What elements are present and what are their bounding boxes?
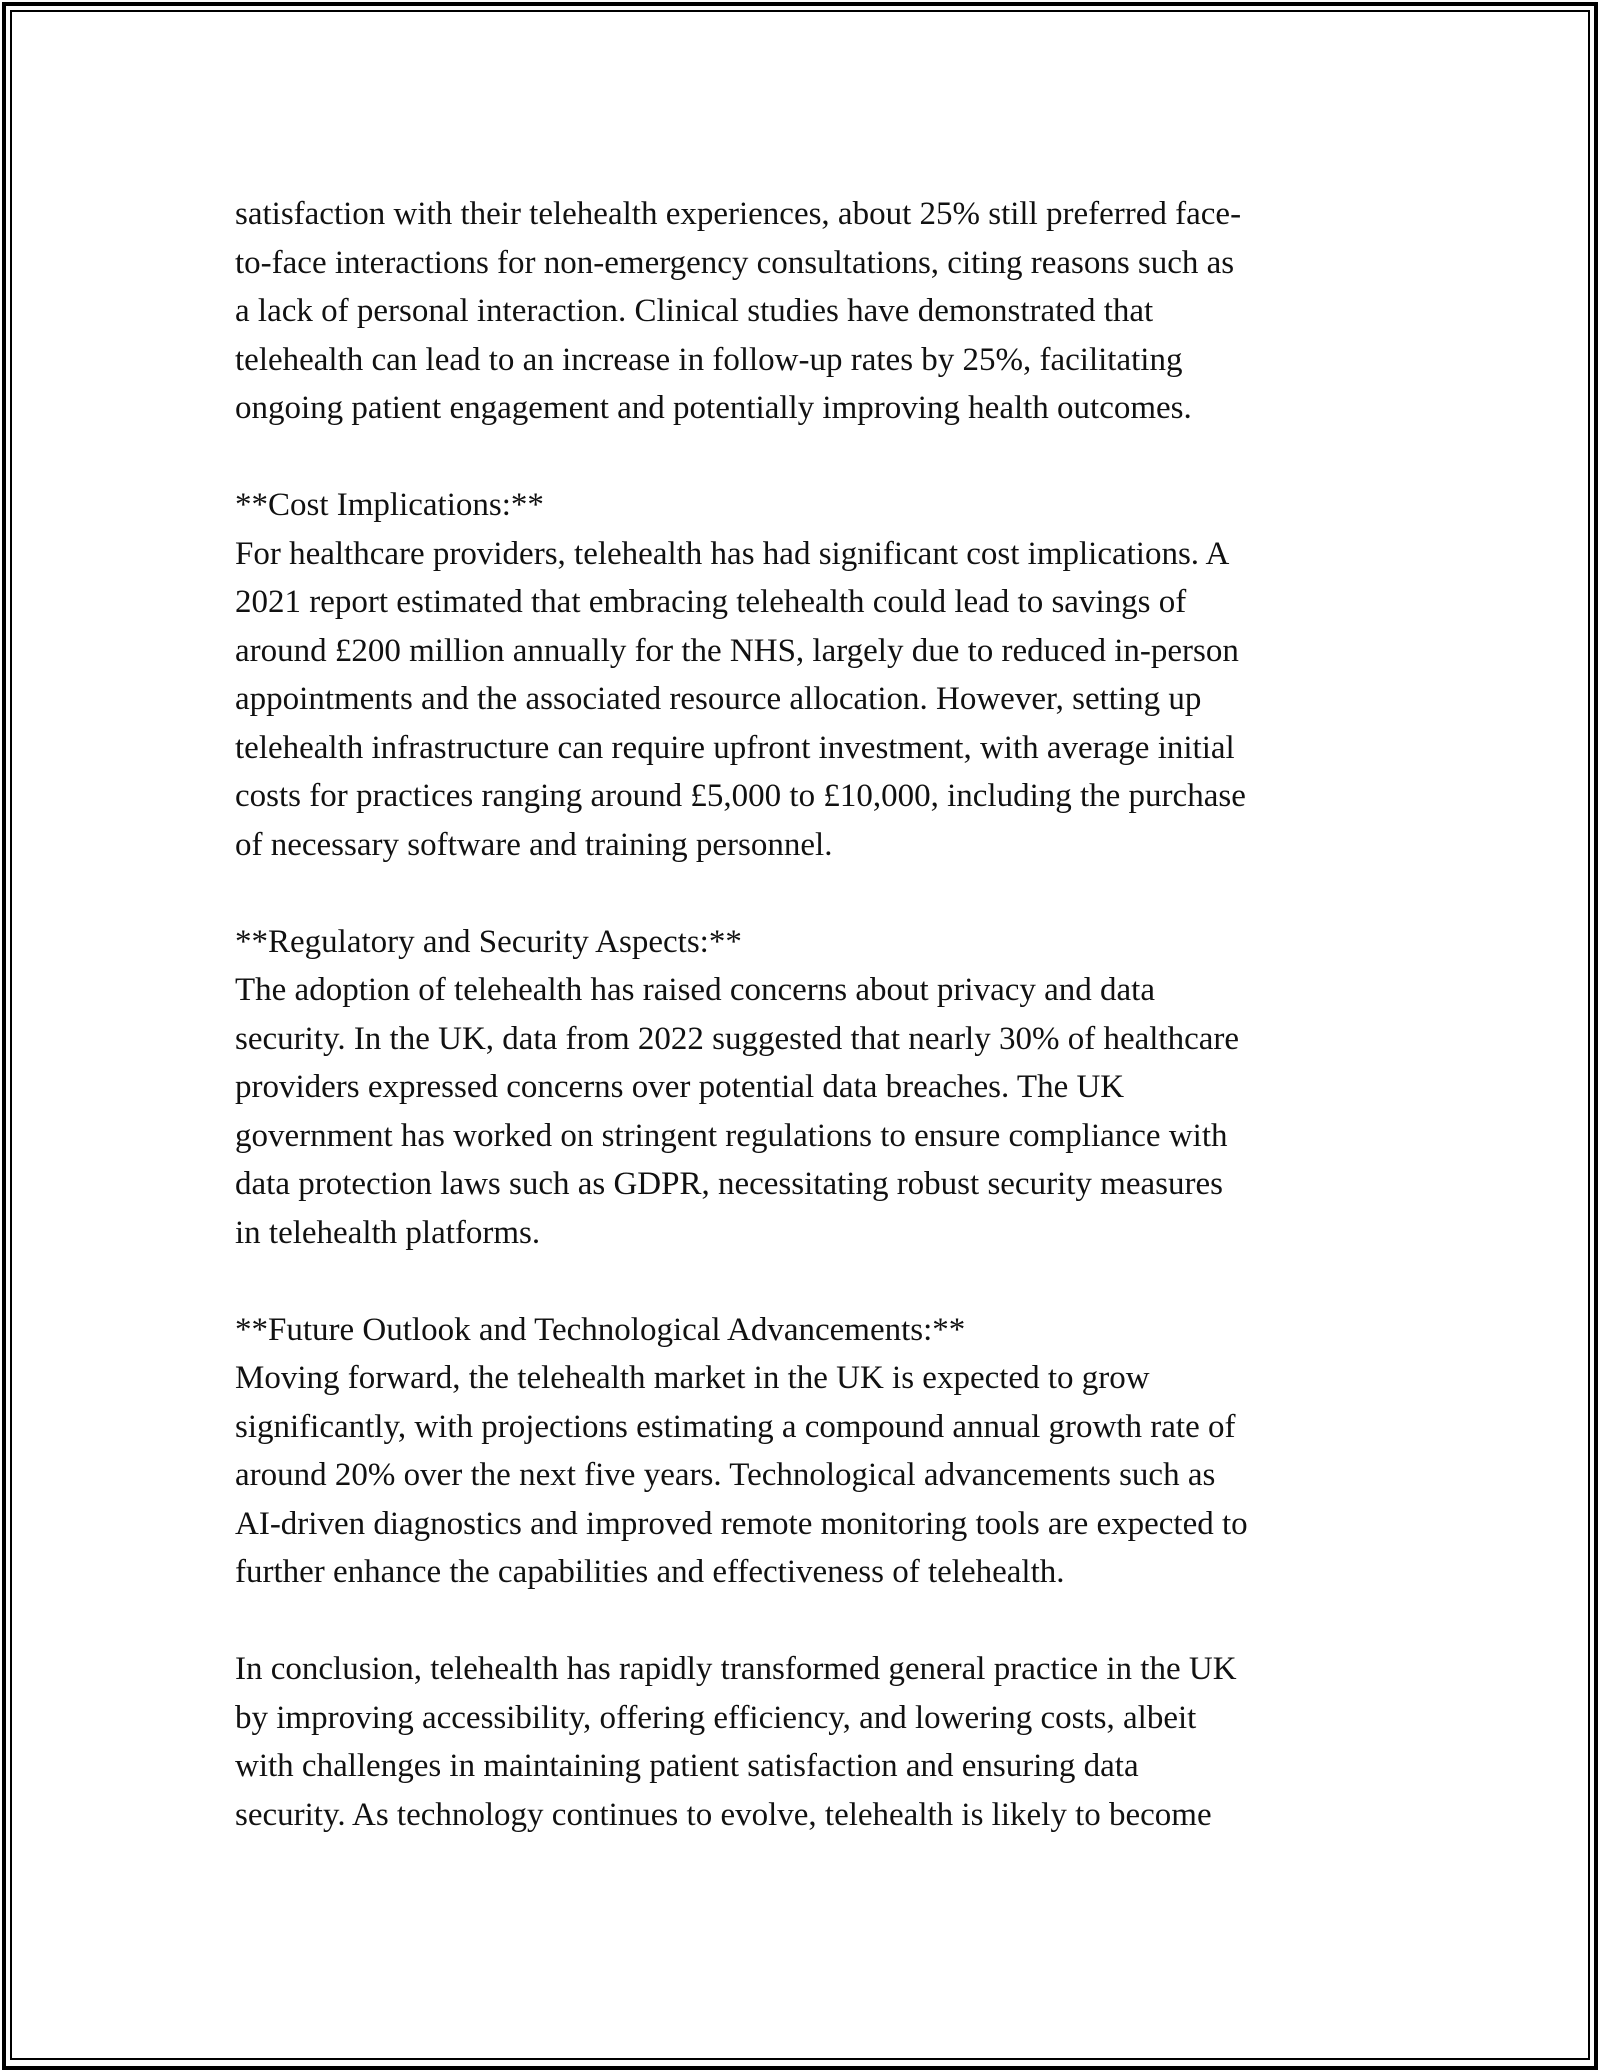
- paragraph: [235, 918, 1375, 1258]
- text-line: government has worked on stringent regulations to ensure compliance with: [235, 1117, 1228, 1154]
- section-heading: **Regulatory and Security Aspects:**: [235, 923, 742, 960]
- text-line: providers expressed concerns over potential data breaches. The UK: [235, 1069, 1125, 1105]
- text-line: appointments and the associated resource allocation. However, setting up: [235, 681, 1202, 717]
- paragraph: [235, 1306, 1375, 1597]
- text-line: further enhance the capabilities and effectiveness of telehealth.: [235, 1554, 1065, 1590]
- text-line: by improving accessibility, offering efficiency, and lowering costs, albeit: [235, 1699, 1197, 1736]
- text-line: 2021 report estimated that embracing telehealth could lead to savings of: [235, 584, 1187, 620]
- text-line: of necessary software and training personnel.: [235, 826, 833, 863]
- text-line: security. In the UK, data from 2022 suggested that nearly 30% of healthcare: [235, 1020, 1240, 1057]
- paragraph: [235, 1645, 1375, 1839]
- section-heading: **Future Outlook and Technological Advancements:**: [235, 1311, 966, 1348]
- text-line: to-face interactions for non-emergency consultations, citing reasons such as: [235, 244, 1235, 281]
- paragraph: [235, 481, 1375, 869]
- text-line: ongoing patient engagement and potentially improving health outcomes.: [235, 390, 1192, 426]
- text-line: security. As technology continues to evolve, telehealth is likely to become: [235, 1796, 1212, 1833]
- text-line: AI-driven diagnostics and improved remote monitoring tools are expected to: [235, 1505, 1248, 1542]
- text-line: costs for practices ranging around £5,000 to £10,000, including the purchase: [235, 778, 1246, 814]
- paragraph: [235, 190, 1375, 433]
- text-line: around 20% over the next five years. Technological advancements such as: [235, 1457, 1216, 1493]
- text-line: significantly, with projections estimating a compound annual growth rate of: [235, 1408, 1236, 1445]
- text-line: in telehealth platforms.: [235, 1214, 541, 1251]
- text-line: around £200 million annually for the NHS, largely due to reduced in-person: [235, 632, 1239, 669]
- document-body: [235, 190, 1375, 1888]
- text-line: with challenges in maintaining patient satisfaction and ensuring data: [235, 1748, 1139, 1784]
- text-line: telehealth infrastructure can require upfront investment, with average initial: [235, 729, 1235, 766]
- text-line: a lack of personal interaction. Clinical studies have demonstrated that: [235, 293, 1154, 329]
- text-line: data protection laws such as GDPR, necessitating robust security measures: [235, 1166, 1223, 1202]
- text-line: For healthcare providers, telehealth has had significant cost implications. A: [235, 535, 1230, 572]
- section-heading: **Cost Implications:**: [235, 487, 544, 523]
- text-line: telehealth can lead to an increase in follow-up rates by 25%, facilitating: [235, 341, 1183, 378]
- text-line: Moving forward, the telehealth market in the UK is expected to grow: [235, 1360, 1150, 1396]
- text-line: satisfaction with their telehealth experiences, about 25% still preferred face-: [235, 196, 1242, 232]
- text-line: The adoption of telehealth has raised concerns about privacy and data: [235, 972, 1155, 1008]
- text-line: In conclusion, telehealth has rapidly transformed general practice in the UK: [235, 1651, 1237, 1687]
